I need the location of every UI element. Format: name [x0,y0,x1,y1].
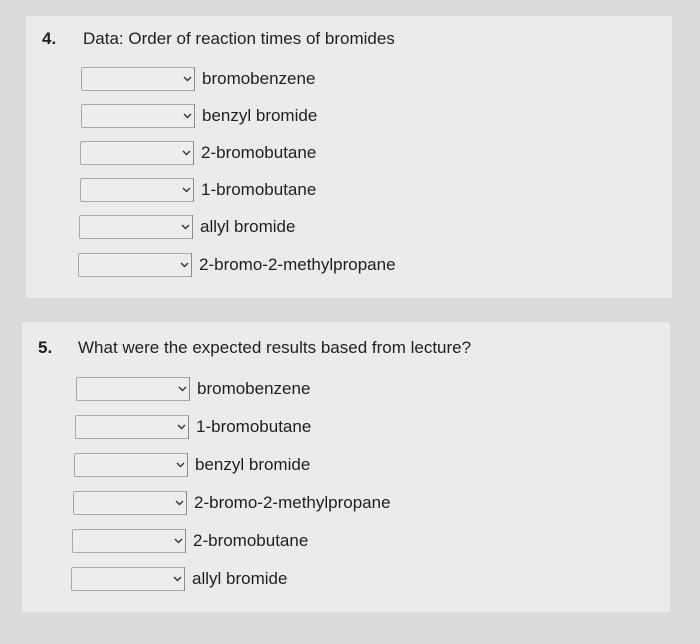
select-divider [193,178,194,202]
option-label: 2-bromobutane [193,531,309,550]
select-divider [184,567,185,591]
answer-row [72,528,308,554]
order-select[interactable] [71,567,185,591]
chevron-down-icon[interactable] [180,105,194,127]
chevron-down-icon[interactable] [179,142,193,164]
order-select[interactable] [74,453,188,477]
answer-row [74,452,310,478]
chevron-down-icon[interactable] [179,179,193,201]
option-label: 2-bromobutane [201,143,317,162]
option-label: allyl bromide [192,569,288,588]
order-select[interactable] [75,415,189,439]
chevron-down-icon[interactable] [170,568,184,590]
chevron-down-icon[interactable] [177,254,191,276]
answer-row [79,214,295,240]
option-label: 2-bromo-2-methylpropane [199,255,396,274]
order-select[interactable] [76,377,190,401]
option-label: 1-bromobutane [196,417,312,436]
chevron-down-icon[interactable] [180,68,194,90]
select-divider [194,67,195,91]
select-divider [192,215,193,239]
answer-row [80,177,316,203]
chevron-down-icon[interactable] [171,530,185,552]
chevron-down-icon[interactable] [174,416,188,438]
chevron-down-icon[interactable] [172,492,186,514]
chevron-down-icon[interactable] [173,454,187,476]
order-select[interactable] [72,529,186,553]
select-divider [185,529,186,553]
answer-row [81,103,317,129]
option-label: bromobenzene [202,69,316,88]
chevron-down-icon[interactable] [178,216,192,238]
option-label: 2-bromo-2-methylpropane [194,493,391,512]
select-divider [189,377,190,401]
answer-row [78,252,396,278]
chevron-down-icon[interactable] [175,378,189,400]
option-label: benzyl bromide [195,455,311,474]
order-select[interactable] [73,491,187,515]
select-divider [186,491,187,515]
order-select[interactable] [79,215,193,239]
select-divider [188,415,189,439]
select-divider [187,453,188,477]
question-5-card [22,322,670,612]
order-select[interactable] [81,67,195,91]
order-select[interactable] [80,178,194,202]
order-select[interactable] [81,104,195,128]
answer-row [75,414,311,440]
answer-row [73,490,391,516]
option-label: benzyl bromide [202,106,318,125]
option-label: bromobenzene [197,379,311,398]
option-label: 1-bromobutane [201,180,317,199]
order-select[interactable] [78,253,192,277]
question-text: What were the expected results based from lecture? [78,338,472,357]
question-text: Data: Order of reaction times of bromides [83,29,395,48]
question-number: 4. [42,29,57,48]
answer-row [81,66,315,92]
question-4-card [26,16,672,298]
select-divider [193,141,194,165]
option-label: allyl bromide [200,217,296,236]
select-divider [194,104,195,128]
answer-row [71,566,287,592]
select-divider [191,253,192,277]
answer-row [76,376,310,402]
question-number: 5. [38,338,53,357]
answer-row [80,140,316,166]
order-select[interactable] [80,141,194,165]
